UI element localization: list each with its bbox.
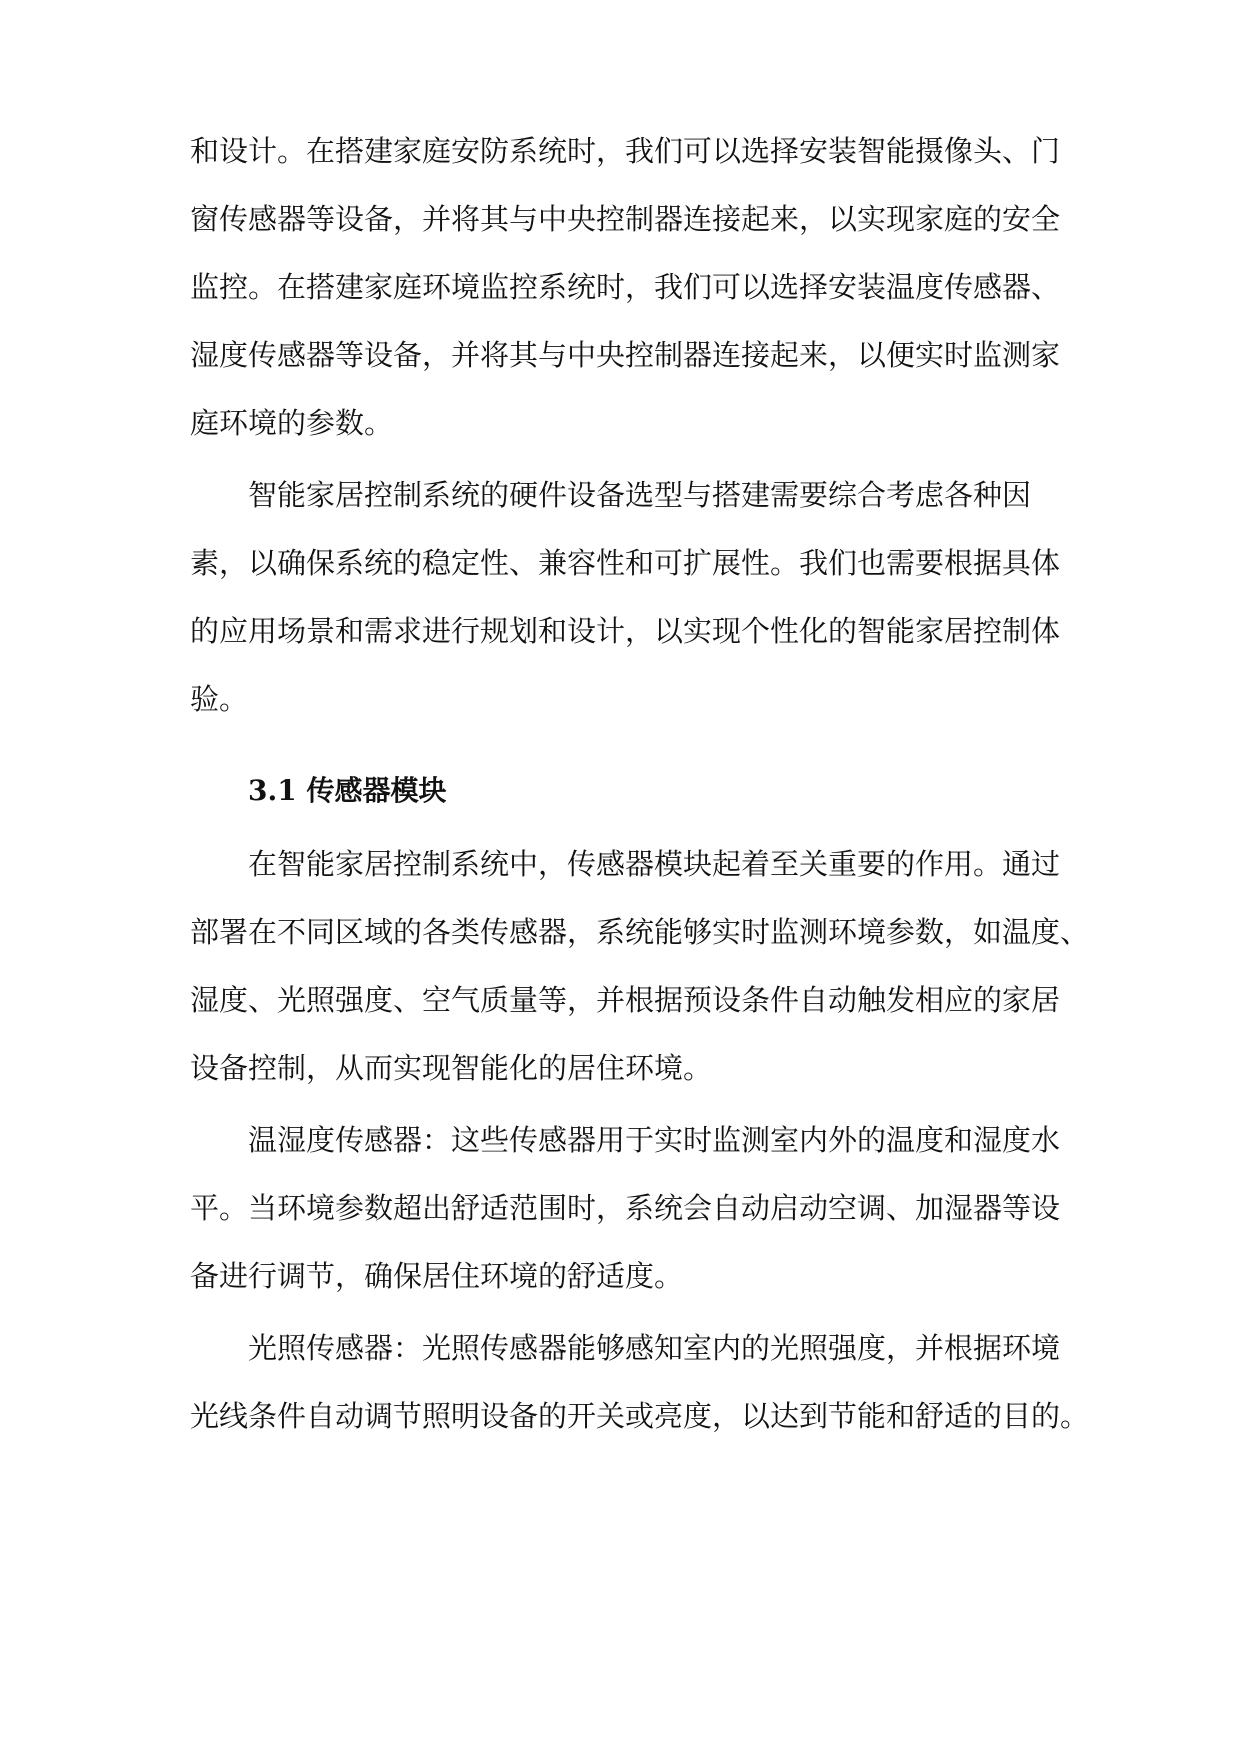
paragraph-line: 设备控制，从而实现智能化的居住环境。	[190, 1051, 713, 1085]
section-heading: 3.1 传感器模块	[248, 774, 447, 807]
paragraph-line: 智能家居控制系统的硬件设备选型与搭建需要综合考虑各种因	[248, 478, 1032, 512]
paragraph-line: 备进行调节，确保居住环境的舒适度。	[190, 1259, 684, 1293]
paragraph-line: 湿度传感器等设备，并将其与中央控制器连接起来，以便实时监测家	[190, 338, 1061, 372]
paragraph-line: 验。	[190, 682, 249, 716]
paragraph-line: 窗传感器等设备，并将其与中央控制器连接起来，以实现家庭的安全	[190, 202, 1061, 236]
paragraph-line: 光照传感器：光照传感器能够感知室内的光照强度，并根据环境	[248, 1331, 1061, 1365]
paragraph-line: 在智能家居控制系统中，传感器模块起着至关重要的作用。通过	[248, 847, 1061, 881]
paragraph-line: 和设计。在搭建家庭安防系统时，我们可以选择安装智能摄像头、门	[190, 134, 1061, 168]
paragraph-line: 平。当环境参数超出舒适范围时，系统会自动启动空调、加湿器等设	[190, 1191, 1061, 1225]
paragraph-line: 温湿度传感器：这些传感器用于实时监测室内外的温度和湿度水	[248, 1123, 1061, 1157]
paragraph-line: 监控。在搭建家庭环境监控系统时，我们可以选择安装温度传感器、	[190, 270, 1061, 304]
paragraph-line: 部署在不同区域的各类传感器，系统能够实时监测环境参数，如温度、	[190, 915, 1090, 949]
paragraph-line: 素，以确保系统的稳定性、兼容性和可扩展性。我们也需要根据具体	[190, 546, 1061, 580]
paragraph-line: 光线条件自动调节照明设备的开关或亮度，以达到节能和舒适的目的。	[190, 1399, 1090, 1433]
paragraph-line: 的应用场景和需求进行规划和设计，以实现个性化的智能家居控制体	[190, 614, 1061, 648]
paragraph-line: 庭环境的参数。	[190, 406, 394, 440]
paragraph-line: 湿度、光照强度、空气质量等，并根据预设条件自动触发相应的家居	[190, 983, 1061, 1017]
